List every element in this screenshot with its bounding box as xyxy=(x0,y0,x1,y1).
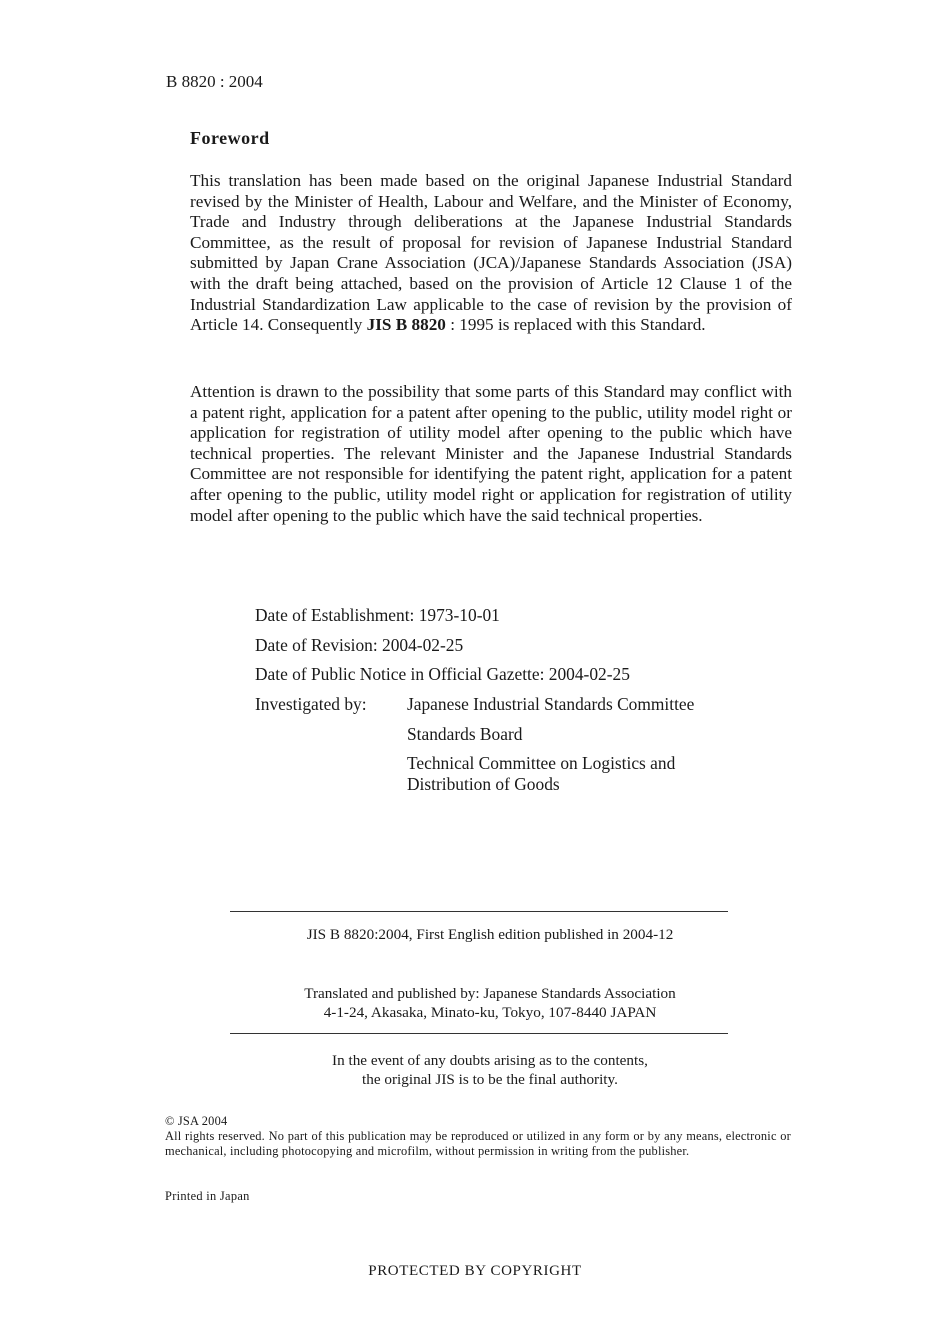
date-of-revision: Date of Revision: 2004-02-25 xyxy=(255,635,464,655)
investigated-by xyxy=(255,694,694,794)
authority-note-line-2: the original JIS is to be the final authority. xyxy=(362,1071,618,1088)
foreword-heading: Foreword xyxy=(190,128,270,148)
publisher-block xyxy=(200,984,780,1022)
copyright-owner: © JSA 2004 xyxy=(165,1114,228,1128)
publisher-name: Translated and published by: Japanese Standards Association xyxy=(304,985,676,1002)
investigator-technical-committee: Technical Committee on Logistics and xyxy=(407,753,676,773)
date-of-establishment: Date of Establishment: 1973-10-01 xyxy=(255,605,500,625)
foreword-paragraph-1-text: This translation has been made based on the original Japanese Industrial Standard revised by the Minister of Health, Labour and Welfare, and the Minister of Economy, Trade and Industry through deliberations at the Japanese Industrial Standards Committee, as the result of proposal for revision of Japanese Industrial Standard submitted by Japan Crane Association (JCA)/Japanese Standards Association (JSA) with the draft being attached, based on the provision of Article 12 Clause 1 of the Industrial Standardization Law applicable to the case of revision by the provision of Article 14. Consequently xyxy=(190,171,792,335)
authority-note-line-1: In the event of any doubts arising as to the contents, xyxy=(332,1052,648,1069)
protected-by-copyright-footer: PROTECTED BY COPYRIGHT xyxy=(368,1263,582,1279)
document-id: B 8820 : 2004 xyxy=(166,72,263,91)
foreword-paragraph-2: Attention is drawn to the possibility that some parts of this Standard may conflict with a patent right, application for a patent after opening to the public, utility model right or application for registration of utility model after opening to the public which have technical properties. The relevant Minister and the Japanese Industrial Standards Committee are not responsible for identifying the patent right, application for a patent after opening to the public, utility model right or application for registration of utility model after opening to the public which have the said technical properties. xyxy=(190,382,792,525)
standard-reference: JIS B 8820 xyxy=(366,315,446,335)
investigator-committee: Japanese Industrial Standards Committee xyxy=(407,694,695,714)
printed-in: Printed in Japan xyxy=(165,1189,250,1203)
colophon-divider-top xyxy=(230,911,728,912)
colophon-divider-bottom xyxy=(230,1033,728,1034)
authority-note xyxy=(200,1051,780,1089)
investigated-by-label: Investigated by: xyxy=(255,694,367,714)
investigator-board: Standards Board xyxy=(407,723,523,744)
copyright-block xyxy=(165,1114,791,1159)
date-of-public-notice: Date of Public Notice in Official Gazette: 2004-02-25 xyxy=(255,664,630,684)
edition-note: JIS B 8820:2004, First English edition published in 2004-12 xyxy=(306,926,674,943)
copyright-notice: All rights reserved. No part of this publication may be reproduced or utilized in any form or by any means, electronic or mechanical, including photocopying and microfilm, without permission in writing from the publisher. xyxy=(165,1129,791,1158)
foreword-paragraph-1 xyxy=(190,171,792,336)
foreword-paragraph-1-tail: : 1995 is replaced with this Standard. xyxy=(445,315,706,335)
publisher-address: 4-1-24, Akasaka, Minato-ku, Tokyo, 107-8440 JAPAN xyxy=(323,1004,657,1021)
investigator-technical-committee-cont: Distribution of Goods xyxy=(407,773,560,794)
investigated-by-values xyxy=(407,694,694,794)
